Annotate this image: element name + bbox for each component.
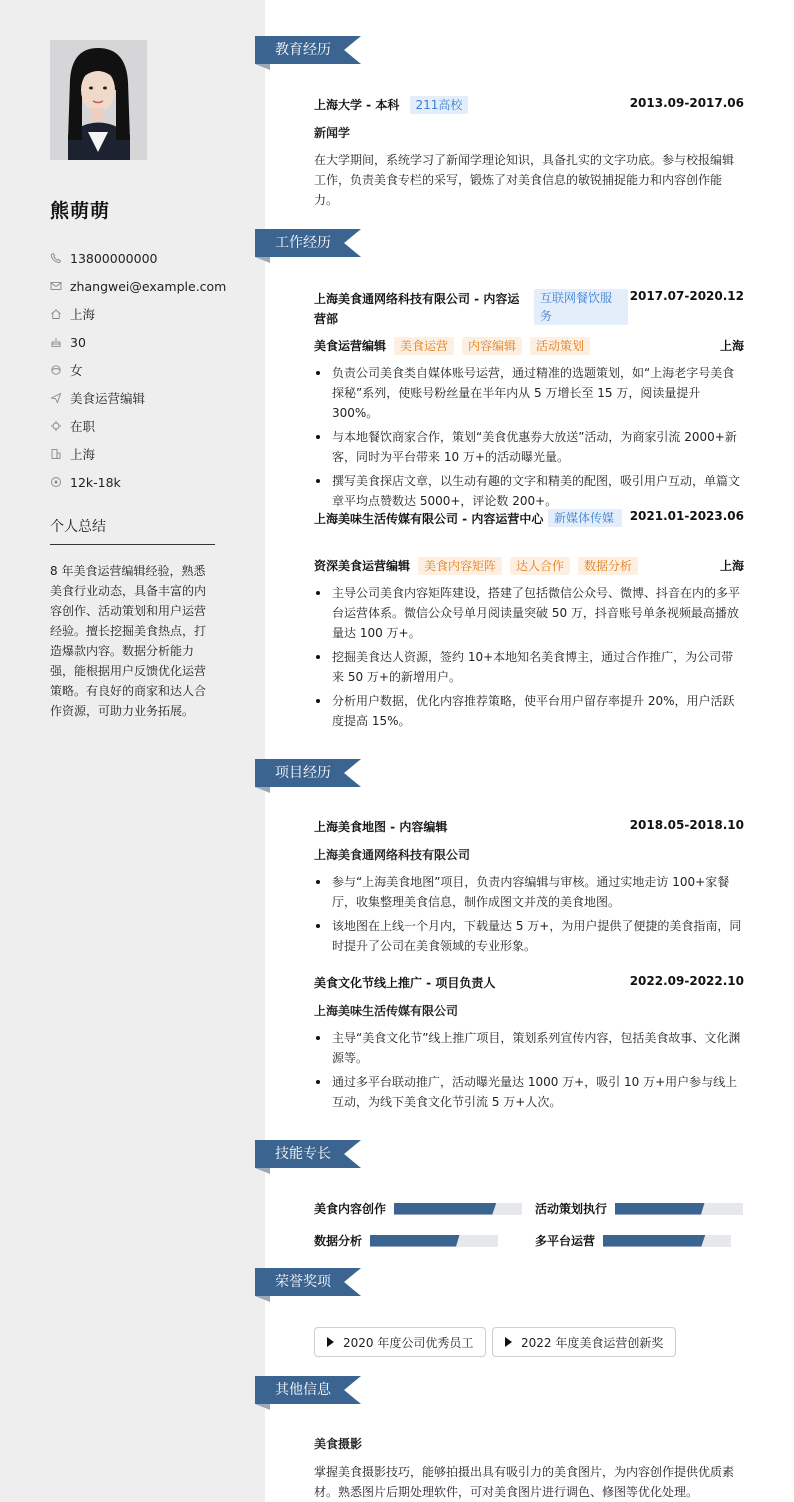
skill-name: 美食内容创作 — [314, 1202, 387, 1216]
work-date: 2017.07-2020.12 — [629, 289, 744, 303]
info-row-email — [50, 272, 250, 300]
industry-tag: 新媒体传媒 — [548, 509, 622, 527]
list-item: 分析用户数据，优化内容推荐策略，使平台用户留存率提升 20%，用户活跃度提高 15%。 — [314, 691, 744, 731]
role-title: 美食运营编辑 — [314, 339, 387, 353]
info-row-age — [50, 328, 250, 356]
age-text: 30 — [70, 334, 86, 350]
ribbon-fold — [255, 1168, 270, 1174]
section-title: 项目经历 — [275, 765, 331, 781]
salary-icon — [50, 476, 62, 488]
skill-bar — [603, 1235, 731, 1247]
skill-tag: 内容编辑 — [462, 337, 522, 355]
company-name: 上海美味生活传媒有限公司 - 内容运营中心 — [314, 512, 544, 526]
work-role-row — [314, 337, 744, 355]
section-title: 工作经历 — [275, 235, 331, 251]
industry-tag: 互联网餐饮服务 — [534, 289, 628, 325]
section-title: 教育经历 — [275, 42, 331, 58]
award-chip — [492, 1327, 676, 1357]
location-text: 上海 — [70, 307, 96, 322]
phone-number: 13800000000 — [70, 250, 158, 266]
phone-icon — [50, 252, 62, 264]
award-label: 2020 年度公司优秀员工 — [343, 1335, 474, 1350]
summary-text: 8 年美食运营编辑经验，熟悉美食行业动态，具备丰富的内容创作、活动策划和用户运营经验。擅长挖掘美食热点，打造爆款内容。数据分析能力强，能根据用户反馈优化运营策略。有良好的商家和达人合作资源，可助力业务拓展。 — [50, 564, 207, 718]
skill-bar-fill — [370, 1235, 460, 1247]
skill-name: 多平台运营 — [535, 1234, 596, 1248]
status-text: 在职 — [70, 419, 96, 434]
work-bullets — [314, 583, 744, 735]
education-description: 在大学期间，系统学习了新闻学理论知识，具备扎实的文字功底。参与校报编辑工作，负责美食专栏的采写，锻炼了对美食信息的敏锐捕捉能力和内容创作能力。 — [314, 153, 735, 207]
skill-bar-fill — [603, 1235, 705, 1247]
section-header-other — [255, 1376, 365, 1416]
section-title: 其他信息 — [275, 1382, 331, 1398]
section-header-skills — [255, 1140, 365, 1180]
project-company: 上海美食通网络科技有限公司 — [314, 848, 471, 862]
project-bullets — [314, 872, 744, 960]
work-date: 2021.01-2023.06 — [629, 509, 744, 523]
role-title: 资深美食运营编辑 — [314, 559, 411, 573]
list-item: 挖掘美食达人资源，签约 10+本地知名美食博主，通过合作推广，为公司带来 50 万+的新增用户。 — [314, 647, 744, 687]
info-row-salary — [50, 468, 250, 496]
ribbon-fold — [255, 787, 270, 793]
award-chip — [314, 1327, 486, 1357]
list-item: 通过多平台联动推广，活动曝光量达 1000 万+，吸引 10 万+用户参与线上互动，为线下美食文化节引流 5 万+人次。 — [314, 1072, 744, 1112]
info-row-gender — [50, 356, 250, 384]
project-date: 2022.09-2022.10 — [629, 974, 744, 988]
education-date: 2013.09-2017.06 — [629, 96, 744, 110]
skill-tag: 活动策划 — [530, 337, 590, 355]
school-tag: 211高校 — [410, 96, 469, 114]
education-major: 新闻学 — [314, 126, 351, 140]
status-icon — [50, 420, 62, 432]
project-title: 美食文化节线上推广 - 项目负责人 — [314, 976, 496, 990]
skill-item — [314, 1232, 498, 1249]
skill-item — [535, 1232, 731, 1249]
work-header — [314, 509, 744, 529]
skill-tag: 美食运营 — [394, 337, 454, 355]
skill-bar — [370, 1235, 498, 1247]
skill-tag: 美食内容矩阵 — [418, 557, 502, 575]
ribbon-fold — [255, 1404, 270, 1410]
skill-item — [535, 1200, 743, 1217]
summary-divider — [50, 544, 215, 545]
list-item: 参与“上海美食地图”项目，负责内容编辑与审核。通过实地走访 100+家餐厅，收集整理美食信息，制作成图文并茂的美食地图。 — [314, 872, 744, 912]
section-title: 荣誉奖项 — [275, 1274, 331, 1290]
ribbon-fold — [255, 64, 270, 70]
work-header — [314, 289, 744, 329]
city-text: 上海 — [70, 447, 96, 462]
skill-bar — [394, 1203, 522, 1215]
candidate-name: 熊萌萌 — [50, 200, 111, 222]
education-header — [314, 96, 744, 114]
skill-tag: 数据分析 — [578, 557, 638, 575]
skill-bar-fill — [394, 1203, 496, 1215]
ribbon-fold — [255, 257, 270, 263]
ribbon-fold — [255, 1296, 270, 1302]
section-header-awards — [255, 1268, 365, 1308]
company-name: 上海美食通网络科技有限公司 - 内容运营部 — [314, 292, 520, 326]
award-label: 2022 年度美食运营创新奖 — [521, 1335, 664, 1350]
gender-text: 女 — [70, 363, 83, 378]
list-item: 撰写美食探店文章，以生动有趣的文字和精美的配图，吸引用户互动，单篇文章平均点赞数达 5000+，评论数 200+。 — [314, 471, 744, 511]
list-item: 主导“美食文化节”线上推广项目，策划系列宣传内容，包括美食故事、文化渊源等。 — [314, 1028, 744, 1068]
info-row-status — [50, 412, 250, 440]
list-item: 该地图在上线一个月内，下载量达 5 万+，为用户提供了便捷的美食指南，同时提升了公司在美食领域的专业形象。 — [314, 916, 744, 956]
work-bullets — [314, 363, 744, 515]
other-title: 美食摄影 — [314, 1437, 363, 1451]
project-company: 上海美味生活传媒有限公司 — [314, 1004, 459, 1018]
project-bullets — [314, 1028, 744, 1116]
send-icon — [50, 392, 62, 404]
list-item: 与本地餐饮商家合作，策划“美食优惠券大放送”活动，为商家引流 2000+新客，同时为平台带来 10 万+的活动曝光量。 — [314, 427, 744, 467]
skill-name: 活动策划执行 — [535, 1202, 608, 1216]
project-title: 上海美食地图 - 内容编辑 — [314, 820, 448, 834]
work-city: 上海 — [719, 559, 744, 573]
mail-icon — [50, 280, 62, 292]
salary-text: 12k-18k — [70, 474, 121, 490]
profile-photo — [50, 40, 147, 160]
skill-name: 数据分析 — [314, 1234, 363, 1248]
contact-info-list — [50, 244, 250, 496]
sidebar — [0, 0, 265, 1502]
info-row-city — [50, 440, 250, 468]
project-header — [314, 974, 744, 991]
list-item: 负责公司美食类自媒体账号运营，通过精准的选题策划，如“上海老字号美食探秘”系列，使账号粉丝量在半年内从 5 万增长至 15 万，阅读量提升 300%。 — [314, 363, 744, 423]
work-city: 上海 — [719, 339, 744, 353]
other-description: 掌握美食摄影技巧，能够拍摄出具有吸引力的美食图片，为内容创作提供优质素材。熟悉图片后期处理软件，可对美食图片进行调色、修图等优化处理。 — [314, 1465, 735, 1499]
gender-icon — [50, 364, 62, 376]
work-role-row — [314, 557, 744, 575]
project-header — [314, 818, 744, 835]
skill-bar-fill — [615, 1203, 705, 1215]
info-row-position — [50, 384, 250, 412]
section-header-education — [255, 36, 365, 76]
section-header-work — [255, 229, 365, 269]
project-date: 2018.05-2018.10 — [629, 818, 744, 832]
email-address: zhangwei@example.com — [70, 278, 227, 294]
play-icon — [505, 1337, 512, 1347]
play-icon — [327, 1337, 334, 1347]
skill-item — [314, 1200, 522, 1217]
school-name: 上海大学 - 本科 — [314, 98, 400, 112]
info-row-location — [50, 300, 250, 328]
city-icon — [50, 448, 62, 460]
age-icon — [50, 336, 62, 348]
skill-bar — [615, 1203, 743, 1215]
skill-tag: 达人合作 — [510, 557, 570, 575]
info-row-phone — [50, 244, 250, 272]
home-icon — [50, 308, 62, 320]
summary-title: 个人总结 — [50, 519, 106, 535]
section-header-project — [255, 759, 365, 799]
section-title: 技能专长 — [275, 1146, 331, 1162]
list-item: 主导公司美食内容矩阵建设，搭建了包括微信公众号、微博、抖音在内的多平台运营体系。微信公众号单月阅读量突破 50 万，抖音账号单条视频最高播放量达 100 万+。 — [314, 583, 744, 643]
position-text: 美食运营编辑 — [70, 391, 146, 406]
